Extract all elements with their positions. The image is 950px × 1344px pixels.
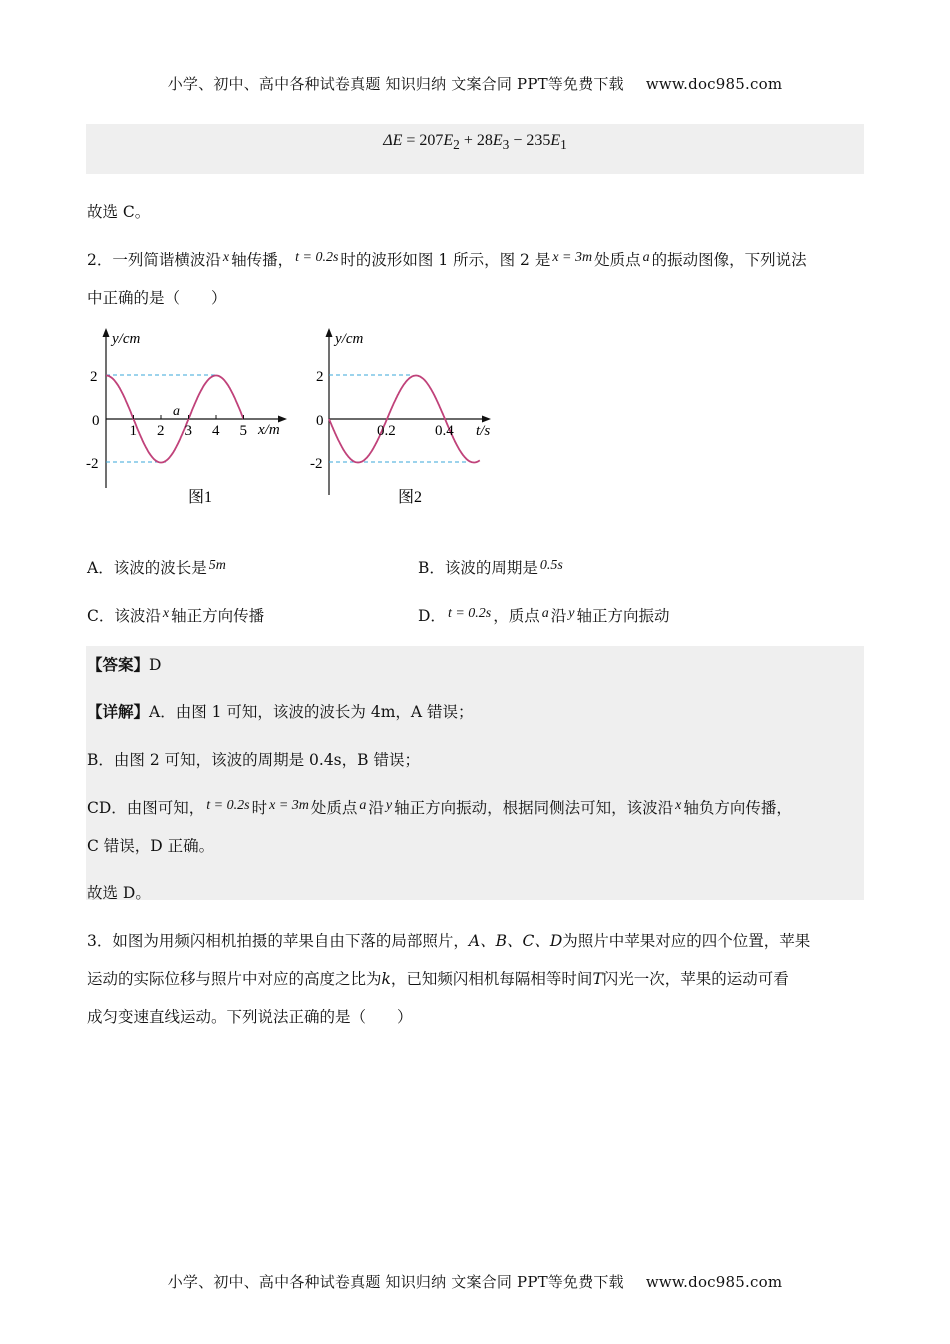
detail-cd: CD．由图可知， t = 0.2s 时 x = 3m 处质点 a 沿 y 轴正方向振动，根据同侧法可知，该波沿 x 轴负方向传播， [87, 798, 792, 817]
fig2-x-arrow [482, 416, 491, 423]
footer-url[interactable]: www.doc985.com [645, 1273, 783, 1291]
q3-line3: 成匀变速直线运动。下列说法正确的是（ ） [87, 1008, 413, 1026]
fig2-ytick-0: 0 [316, 413, 324, 429]
fig2-xlabel: t/s [476, 423, 491, 439]
footer-text: 小学、初中、高中各种试卷真题 知识归纳 文案合同 PPT等免费下载 [167, 1273, 624, 1291]
detail-a: 【详解】A．由图 1 可知，该波的波长为 4m，A 错误； [87, 702, 474, 721]
header-url[interactable]: www.doc985.com [645, 75, 783, 93]
formula-box [86, 124, 864, 174]
header-text: 小学、初中、高中各种试卷真题 知识归纳 文案合同 PPT等免费下载 [167, 75, 624, 93]
fig1-y-arrow [103, 328, 110, 337]
option-b[interactable]: B．该波的周期是 0.5s [418, 558, 563, 577]
fig1-xtick: 4 [212, 423, 220, 439]
answer-box [86, 646, 864, 900]
fig2-ytick-2: 2 [316, 369, 324, 385]
option-d[interactable]: D． t = 0.2s ，质点 a 沿 y 轴正方向振动 [418, 606, 670, 625]
fig2-y-arrow [326, 328, 333, 337]
fig1-xlabel: x/m [258, 422, 280, 438]
fig1-xtick: 5 [239, 423, 247, 439]
q2-stem-line2: 中正确的是（ ） [87, 289, 227, 307]
option-c[interactable]: C．该波沿 x 轴正方向传播 [87, 606, 265, 625]
fig1-caption: 图1 [188, 489, 213, 506]
fig2-xtick: 0.2 [377, 423, 396, 439]
page-footer [0, 1271, 950, 1292]
fig1-ytick-2: 2 [90, 369, 98, 385]
q2-stem-line1: 2．一列简谐横波沿 x 轴传播， t = 0.2s 时的波形如图 1 所示，图 2 是 x = 3m 处质点 a 的振动图像，下列说法 [87, 250, 807, 269]
fig2-ylabel: y/cm [335, 331, 364, 347]
fig2-caption: 图2 [398, 489, 423, 506]
figure-2 [310, 328, 491, 506]
answer-line: 【答案】D [87, 655, 162, 674]
fig2-xtick: 0.4 [435, 423, 454, 439]
q3-line2: 运动的实际位移与照片中对应的高度之比为k，已知频闪相机每隔相等时间T闪光一次，苹果的运动可看 [87, 970, 789, 988]
detail-cd-2: C 错误，D 正确。 [87, 837, 215, 855]
fig1-point-a: a [173, 404, 180, 419]
fig2-ytick-neg2: -2 [310, 456, 323, 472]
figure-1 [86, 328, 287, 506]
fig1-ytick-0: 0 [92, 413, 100, 429]
option-a[interactable]: A．该波的波长是 5m [87, 558, 226, 577]
page-header [0, 73, 950, 94]
fig1-ytick-neg2: -2 [86, 456, 99, 472]
fig1-ylabel: y/cm [112, 331, 141, 347]
detail-b: B．由图 2 可知，该波的周期是 0.4s，B 错误； [87, 751, 420, 769]
fig1-xtick: 2 [157, 423, 165, 439]
wave-figures [86, 325, 506, 515]
q1-conclusion: 故选 C。 [87, 203, 151, 221]
fig1-xtick: 3 [184, 423, 192, 439]
q3-line1: 3．如图为用频闪相机拍摄的苹果自由下落的局部照片，A、B、C、D为照片中苹果对应的四个位置，苹果 [87, 932, 811, 950]
fig1-xtick: 1 [129, 423, 137, 439]
energy-formula: $\Delta E = 207E_2 + 28E_3 - 235E_1$ [383, 132, 567, 153]
detail-conclusion: 故选 D。 [87, 884, 151, 902]
